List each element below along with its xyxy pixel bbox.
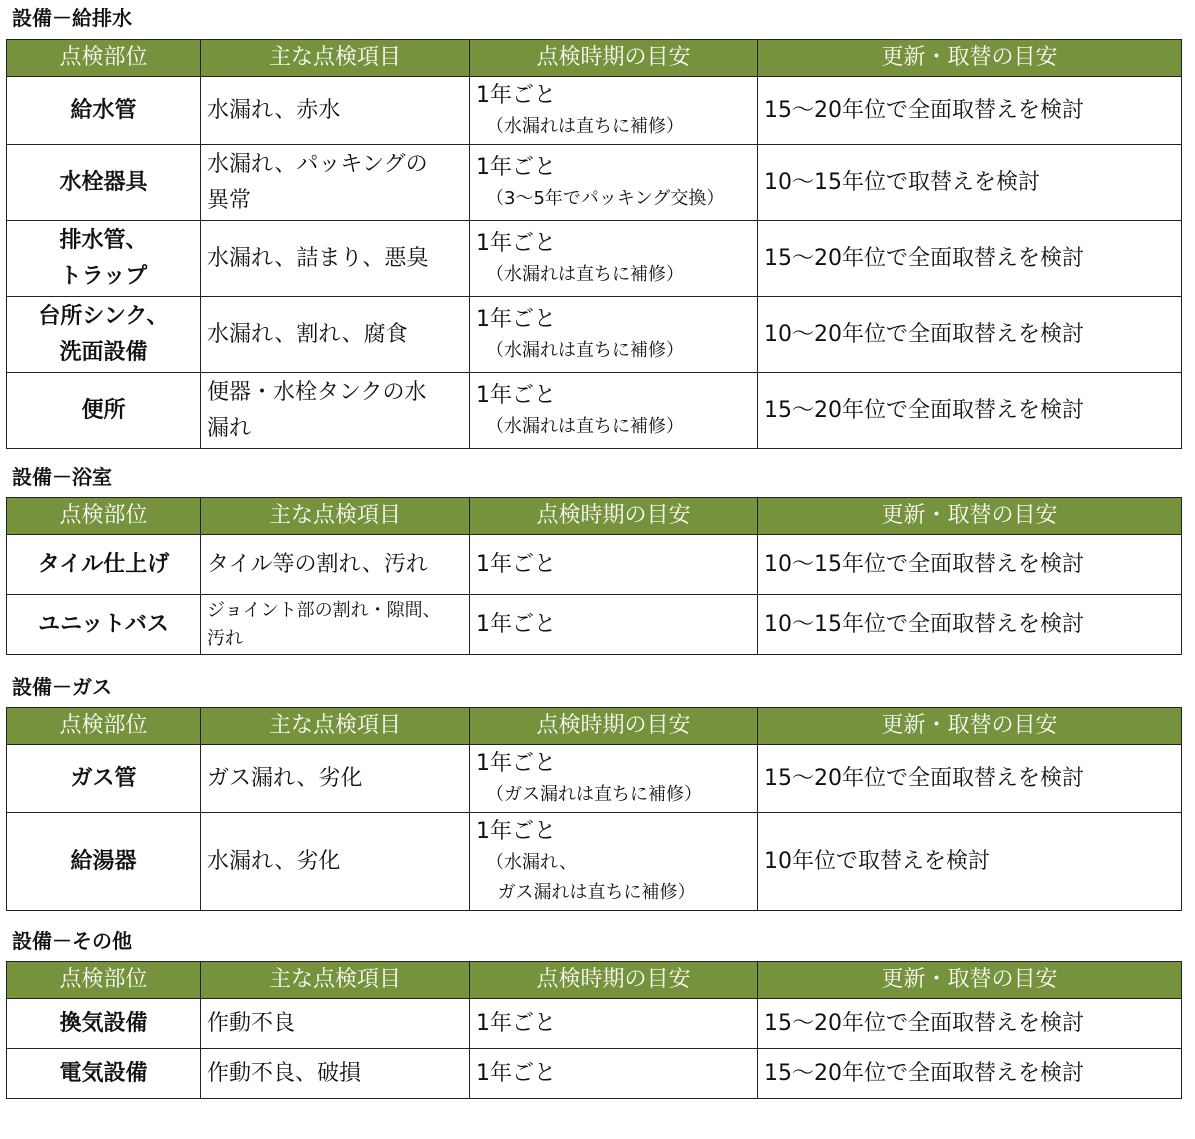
timing-value: 1年ごと: [476, 750, 556, 776]
timing-note: （ガス漏れは直ちに補修）: [486, 783, 702, 805]
renewal-guideline: 15～20年位で全面取替えを検討: [758, 221, 1182, 297]
part-line: 洗面設備: [59, 339, 148, 365]
table-row: [7, 1049, 1182, 1099]
header-check-items: 主な点検項目: [201, 708, 470, 745]
inspection-part: [7, 999, 201, 1049]
check-item-line: 水漏れ、パッキングの: [207, 151, 428, 177]
check-items: [201, 145, 470, 221]
inspection-part: [7, 145, 201, 221]
renewal-guideline: 15～20年位で全面取替えを検討: [758, 1049, 1182, 1099]
check-item-line: 水漏れ、割れ、腐食: [207, 321, 408, 347]
inspection-part: [7, 745, 201, 813]
header-part: 点検部位: [7, 708, 201, 745]
table-row: [7, 999, 1182, 1049]
part-line: タイル仕上げ: [37, 551, 170, 577]
inspection-table: [6, 707, 1182, 911]
inspection-timing: [470, 535, 758, 595]
header-part: 点検部位: [7, 40, 201, 77]
header-renewal: 更新・取替の目安: [758, 708, 1182, 745]
table-row: [7, 297, 1182, 373]
table-row: [7, 813, 1182, 911]
section-title: 設備－給排水: [12, 6, 132, 30]
section-title: 設備－浴室: [12, 465, 112, 489]
table-row: [7, 77, 1182, 145]
timing-value: 1年ごと: [476, 154, 556, 180]
header-timing: 点検時期の目安: [470, 40, 758, 77]
check-items: [201, 999, 470, 1049]
timing-value: 1年ごと: [476, 382, 556, 408]
timing-value: 1年ごと: [476, 306, 556, 332]
header-row: [7, 708, 1182, 745]
timing-note: （水漏れは直ちに補修）: [486, 115, 684, 137]
part-line: 排水管、: [59, 227, 148, 253]
inspection-part: [7, 535, 201, 595]
check-item-line: 異常: [207, 187, 252, 213]
inspection-timing: [470, 221, 758, 297]
inspection-part: [7, 813, 201, 911]
timing-value: 1年ごと: [476, 1010, 556, 1036]
check-items: [201, 813, 470, 911]
check-items: [201, 297, 470, 373]
header-row: [7, 962, 1182, 999]
timing-value: 1年ごと: [476, 1060, 556, 1086]
inspection-part: [7, 77, 201, 145]
header-renewal: 更新・取替の目安: [758, 40, 1182, 77]
renewal-guideline: 15～20年位で全面取替えを検討: [758, 745, 1182, 813]
timing-note: （3～5年でパッキング交換）: [486, 187, 725, 209]
inspection-part: [7, 1049, 201, 1099]
header-renewal: 更新・取替の目安: [758, 498, 1182, 535]
part-line: トラップ: [59, 263, 148, 289]
inspection-table: [6, 961, 1182, 1099]
check-items: [201, 745, 470, 813]
header-timing: 点検時期の目安: [470, 498, 758, 535]
table-row: [7, 145, 1182, 221]
table-row: [7, 745, 1182, 813]
timing-note: （水漏れは直ちに補修）: [486, 263, 684, 285]
inspection-table: [6, 39, 1182, 449]
check-items: [201, 595, 470, 655]
section-title: 設備－ガス: [12, 675, 112, 699]
timing-note: （水漏れは直ちに補修）: [486, 339, 684, 361]
check-items: [201, 535, 470, 595]
check-items: [201, 373, 470, 449]
check-item-line: ジョイント部の割れ・隙間、: [207, 599, 441, 621]
part-line: 給湯器: [70, 848, 137, 874]
renewal-guideline: 10年位で取替えを検討: [758, 813, 1182, 911]
header-part: 点検部位: [7, 498, 201, 535]
part-line: ガス管: [70, 765, 137, 791]
check-item-line: 漏れ: [207, 415, 252, 441]
inspection-table: [6, 497, 1182, 655]
part-line: 換気設備: [59, 1010, 148, 1036]
check-item-line: 水漏れ、劣化: [207, 848, 341, 874]
inspection-part: [7, 373, 201, 449]
renewal-guideline: 15～20年位で全面取替えを検討: [758, 77, 1182, 145]
header-row: [7, 498, 1182, 535]
timing-value: 1年ごと: [476, 230, 556, 256]
timing-note: （水漏れ、 ガス漏れは直ちに補修）: [486, 851, 696, 903]
renewal-guideline: 10～15年位で全面取替えを検討: [758, 595, 1182, 655]
header-check-items: 主な点検項目: [201, 40, 470, 77]
header-check-items: 主な点検項目: [201, 498, 470, 535]
header-timing: 点検時期の目安: [470, 962, 758, 999]
part-line: 給水管: [70, 97, 137, 123]
inspection-timing: [470, 77, 758, 145]
check-item-line: 水漏れ、赤水: [207, 97, 341, 123]
inspection-part: [7, 595, 201, 655]
renewal-guideline: 10～15年位で全面取替えを検討: [758, 535, 1182, 595]
part-line: 便所: [81, 397, 126, 423]
part-line: 電気設備: [59, 1060, 148, 1086]
inspection-timing: [470, 297, 758, 373]
timing-value: 1年ごと: [476, 818, 556, 844]
timing-value: 1年ごと: [476, 82, 556, 108]
inspection-timing: [470, 595, 758, 655]
inspection-timing: [470, 145, 758, 221]
check-item-line: 水漏れ、詰まり、悪臭: [207, 245, 429, 271]
section-title: 設備－その他: [12, 929, 132, 953]
check-item-line: 作動不良: [207, 1010, 296, 1036]
part-line: 台所シンク、: [38, 303, 169, 329]
header-check-items: 主な点検項目: [201, 962, 470, 999]
check-item-line: 汚れ: [207, 627, 243, 649]
timing-value: 1年ごと: [476, 551, 556, 577]
inspection-part: [7, 221, 201, 297]
header-timing: 点検時期の目安: [470, 708, 758, 745]
renewal-guideline: 15～20年位で全面取替えを検討: [758, 373, 1182, 449]
table-row: [7, 373, 1182, 449]
check-item-line: ガス漏れ、劣化: [207, 765, 363, 791]
table-row: [7, 535, 1182, 595]
inspection-timing: [470, 1049, 758, 1099]
header-renewal: 更新・取替の目安: [758, 962, 1182, 999]
check-items: [201, 221, 470, 297]
inspection-timing: [470, 999, 758, 1049]
check-items: [201, 77, 470, 145]
check-item-line: タイル等の割れ、汚れ: [207, 551, 428, 577]
check-item-line: 便器・水栓タンクの水: [207, 379, 427, 405]
inspection-part: [7, 297, 201, 373]
check-item-line: 作動不良、破損: [207, 1060, 362, 1086]
table-row: [7, 221, 1182, 297]
renewal-guideline: 10～20年位で全面取替えを検討: [758, 297, 1182, 373]
header-part: 点検部位: [7, 962, 201, 999]
inspection-timing: [470, 813, 758, 911]
header-row: [7, 40, 1182, 77]
inspection-timing: [470, 745, 758, 813]
table-row: [7, 595, 1182, 655]
check-items: [201, 1049, 470, 1099]
inspection-timing: [470, 373, 758, 449]
renewal-guideline: 10～15年位で取替えを検討: [758, 145, 1182, 221]
renewal-guideline: 15～20年位で全面取替えを検討: [758, 999, 1182, 1049]
timing-value: 1年ごと: [476, 611, 556, 637]
timing-note: （水漏れは直ちに補修）: [486, 415, 684, 437]
part-line: ユニットバス: [38, 611, 169, 637]
part-line: 水栓器具: [59, 169, 148, 195]
